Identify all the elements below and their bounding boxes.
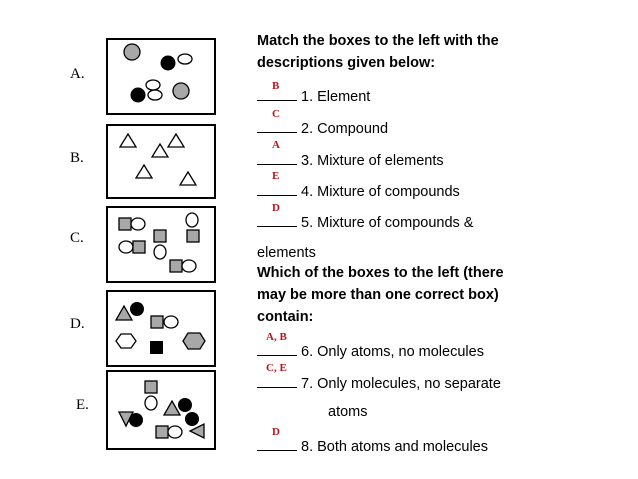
box-label-a: A. (70, 66, 85, 82)
question-item-8 (257, 436, 488, 456)
box-label-b: B. (70, 150, 84, 166)
answer-8: D (272, 426, 280, 438)
white-atom (146, 80, 160, 90)
question-heading-line3: contain: (257, 309, 314, 325)
answer-6: A, B (266, 331, 287, 343)
match-heading-line1: Match the boxes to the left with the (257, 33, 499, 49)
particle-box-c (106, 206, 216, 283)
answer-1: B (272, 80, 280, 92)
question-text-8: 8. Both atoms and molecules (301, 439, 488, 455)
hexagon-atom (183, 333, 205, 349)
match-heading-line2: descriptions given below: (257, 55, 436, 71)
answer-blank[interactable] (257, 436, 297, 451)
matching-item-4 (257, 181, 460, 201)
question-heading-line1: Which of the boxes to the left (there (257, 265, 504, 281)
matching-text-4: 4. Mixture of compounds (301, 184, 460, 200)
question-item-6 (257, 341, 484, 361)
box-label-e: E. (76, 397, 89, 413)
question-text-7: 7. Only molecules, no separate (301, 376, 501, 392)
black-atom (161, 56, 175, 70)
matching-text-3: 3. Mixture of elements (301, 153, 444, 169)
matching-text-5: 5. Mixture of compounds & (301, 215, 474, 231)
particle-box-d (106, 290, 216, 367)
answer-blank[interactable] (257, 373, 297, 388)
matching-item-1 (257, 86, 370, 106)
white-atom (178, 54, 192, 64)
matching-text-2: 2. Compound (301, 121, 389, 137)
question-heading-line2: may be more than one correct box) (257, 287, 499, 303)
matching-item-3 (257, 150, 444, 170)
answer-blank[interactable] (257, 118, 297, 133)
answer-blank[interactable] (257, 150, 297, 165)
black-square-atom (150, 341, 163, 354)
matching-item-5 (257, 212, 473, 232)
answer-blank[interactable] (257, 86, 297, 101)
answer-3: A (272, 139, 280, 151)
gray-atom (173, 83, 189, 99)
answer-blank[interactable] (257, 212, 297, 227)
box-label-c: C. (70, 230, 84, 246)
gray-atom (124, 44, 140, 60)
particle-box-e (106, 370, 216, 450)
answer-4: E (272, 170, 280, 182)
matching-text-5-continuation: elements (257, 245, 316, 261)
matching-item-2 (257, 118, 388, 138)
particle-box-b (106, 124, 216, 199)
answer-blank[interactable] (257, 341, 297, 356)
black-atom (131, 88, 145, 102)
question-item-7 (257, 373, 501, 393)
question-text-6: 6. Only atoms, no molecules (301, 344, 484, 360)
answer-blank[interactable] (257, 181, 297, 196)
answer-2: C (272, 108, 280, 120)
hexagon-atom (116, 334, 136, 348)
matching-text-1: 1. Element (301, 89, 371, 105)
particle-box-a (106, 38, 216, 115)
answer-7: C, E (266, 362, 287, 374)
answer-5: D (272, 202, 280, 214)
box-label-d: D. (70, 316, 85, 332)
white-atom (148, 90, 162, 100)
question-text-7-continuation: atoms (328, 404, 368, 420)
